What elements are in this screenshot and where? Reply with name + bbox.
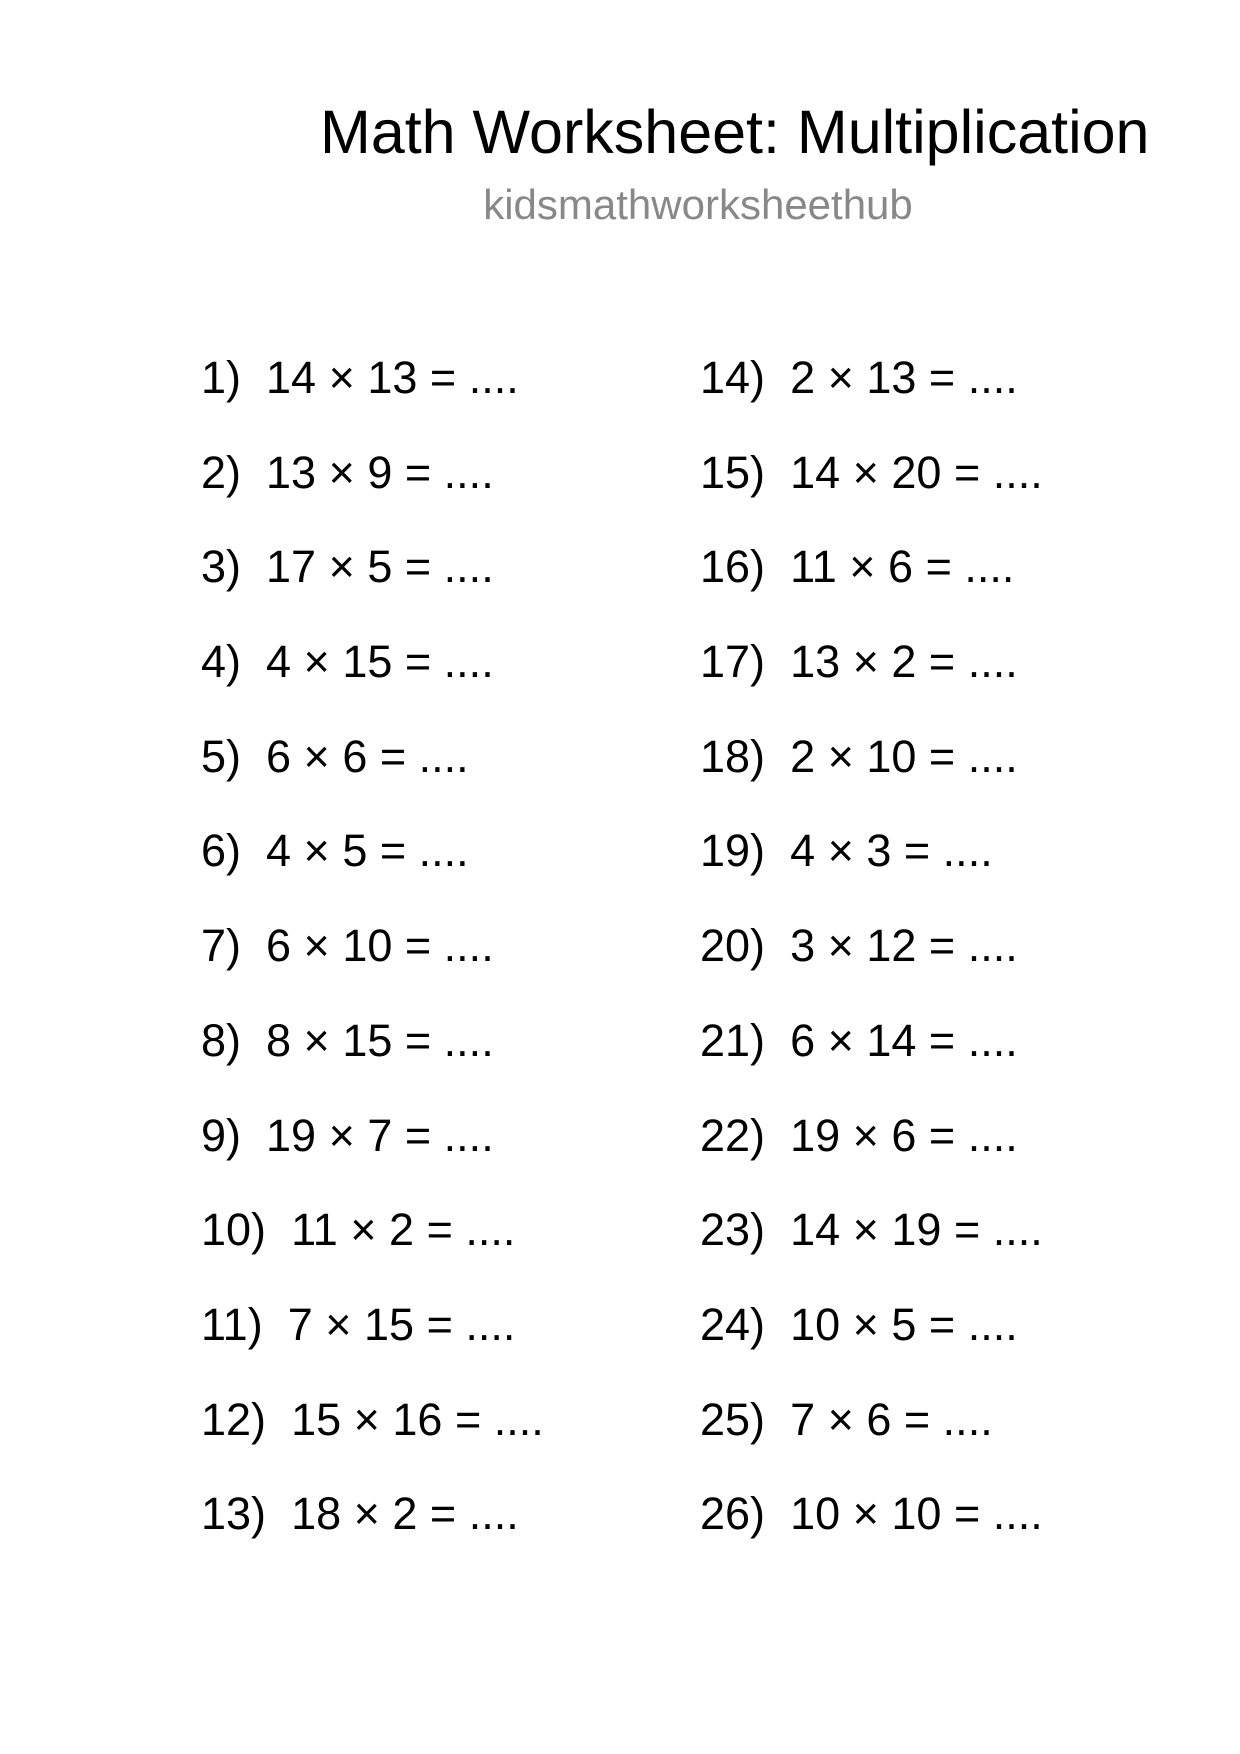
problem-expression: 2 × 13 = .... (790, 352, 1018, 403)
problem-item (700, 634, 1043, 729)
problem-item (201, 918, 544, 1013)
problem-item (700, 1297, 1043, 1392)
worksheet-title: Math Worksheet: Multiplication (320, 98, 1150, 166)
problem-expression: 6 × 6 = .... (266, 730, 469, 782)
worksheet-source: kidsmathworksheethub (483, 181, 913, 228)
problem-number: 4) (201, 636, 242, 688)
problem-item (700, 1108, 1043, 1203)
problem-expression: 6 × 10 = .... (266, 920, 494, 972)
problem-expression: 18 × 2 = .... (291, 1488, 519, 1540)
problem-expression: 11 × 6 = .... (790, 541, 1015, 593)
problem-expression: 8 × 15 = .... (266, 1014, 494, 1066)
problem-column-left (201, 350, 544, 1581)
problem-number: 18) (700, 730, 766, 782)
problem-item (700, 1202, 1043, 1297)
problem-expression: 17 × 5 = .... (266, 541, 494, 593)
problem-item (201, 729, 544, 824)
problem-item (700, 350, 1043, 445)
problem-number: 9) (201, 1109, 242, 1161)
problem-expression: 4 × 3 = .... (790, 825, 993, 877)
problem-number: 16) (700, 541, 766, 593)
problem-item (201, 1297, 544, 1392)
problem-number: 15) (700, 446, 766, 498)
problem-expression: 4 × 5 = .... (266, 825, 469, 877)
problem-number: 17) (700, 636, 766, 688)
problem-number: 26) (700, 1488, 766, 1540)
problem-item (201, 445, 544, 540)
problem-item (201, 1486, 544, 1581)
problem-expression: 13 × 9 = .... (266, 446, 494, 498)
problem-expression: 19 × 6 = .... (790, 1109, 1018, 1161)
problem-expression: 11 × 2 = .... (291, 1204, 516, 1256)
problem-expression: 7 × 6 = .... (790, 1393, 993, 1445)
problem-item (700, 729, 1043, 824)
problem-item (201, 1392, 544, 1487)
problem-number: 7) (201, 920, 242, 972)
problem-number: 5) (201, 730, 242, 782)
problem-item (700, 445, 1043, 540)
problem-number: 11) (201, 1298, 263, 1350)
problem-number: 25) (700, 1393, 766, 1445)
problem-number: 20) (700, 920, 766, 972)
problem-item (201, 350, 544, 445)
problem-item (201, 539, 544, 634)
problem-number: 1) (201, 352, 242, 403)
problem-expression: 15 × 16 = .... (291, 1393, 544, 1445)
problem-item (700, 539, 1043, 634)
problem-number: 3) (201, 541, 242, 593)
problem-item (700, 1013, 1043, 1108)
problem-expression: 7 × 15 = .... (287, 1298, 516, 1350)
problem-expression: 6 × 14 = .... (790, 1014, 1018, 1066)
problem-number: 6) (201, 825, 242, 877)
problem-expression: 2 × 10 = .... (790, 730, 1018, 782)
problem-item (201, 634, 544, 729)
problem-expression: 19 × 7 = .... (266, 1109, 494, 1161)
problem-expression: 10 × 5 = .... (790, 1298, 1018, 1350)
problem-expression: 10 × 10 = .... (790, 1488, 1043, 1540)
problem-number: 24) (700, 1298, 766, 1350)
problem-expression: 13 × 2 = .... (790, 636, 1018, 688)
problem-item (700, 1392, 1043, 1487)
problem-number: 13) (201, 1488, 267, 1540)
problem-item (700, 823, 1043, 918)
problem-column-right (700, 350, 1043, 1581)
problem-number: 14) (700, 352, 766, 403)
problem-expression: 14 × 19 = .... (790, 1204, 1043, 1256)
problem-number: 12) (201, 1393, 267, 1445)
problem-expression: 4 × 15 = .... (266, 636, 494, 688)
problem-expression: 3 × 12 = .... (790, 920, 1018, 972)
problem-expression: 14 × 20 = .... (790, 446, 1043, 498)
problem-item (700, 1486, 1043, 1581)
problem-number: 22) (700, 1109, 766, 1161)
problem-item (201, 1013, 544, 1108)
problem-item (700, 918, 1043, 1013)
problem-number: 10) (201, 1204, 267, 1256)
problem-number: 23) (700, 1204, 766, 1256)
problem-number: 2) (201, 446, 242, 498)
problem-expression: 14 × 13 = .... (266, 352, 519, 403)
problem-item (201, 823, 544, 918)
problem-number: 19) (700, 825, 766, 877)
problem-number: 21) (700, 1014, 766, 1066)
problem-item (201, 1108, 544, 1203)
problem-number: 8) (201, 1014, 242, 1066)
problem-item (201, 1202, 544, 1297)
